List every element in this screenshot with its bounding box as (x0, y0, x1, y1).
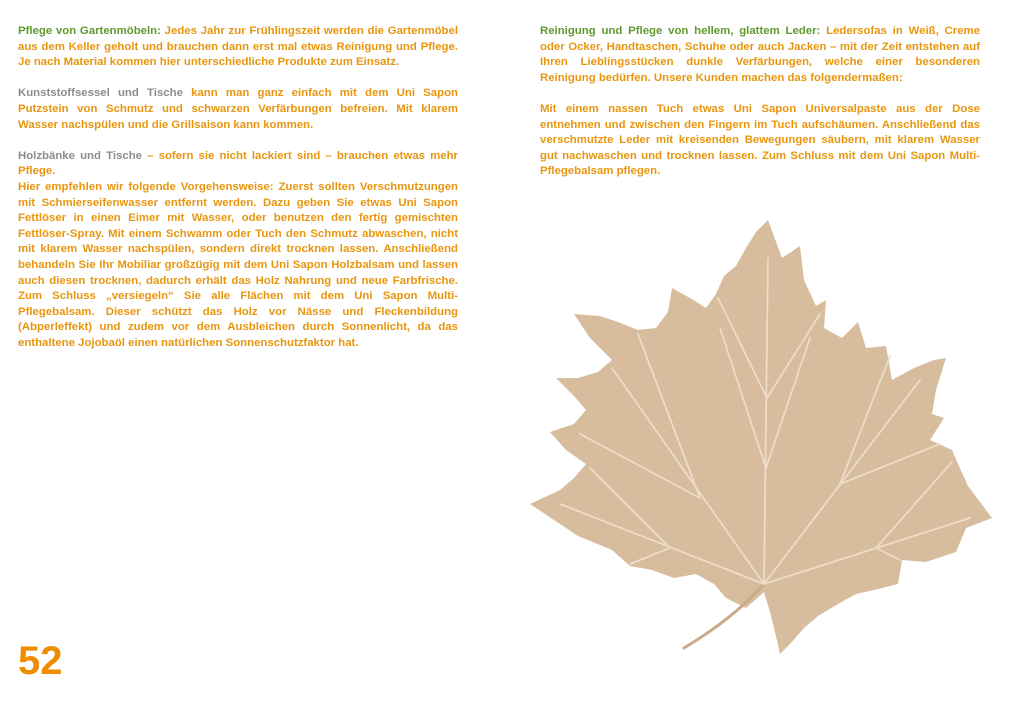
text-plastic-chairs: kann man ganz einfach mit dem Uni Sapon Putzstein von Schmutz und schwarzen Verfärbungen befreien. Mit klarem Wasser nachspülen und die Grillsaison kann kommen. (18, 87, 458, 131)
text-wooden-benches: – sofern sie nicht lackiert sind – brauchen etwas mehr Pflege. (18, 149, 458, 178)
paragraph-leather-steps (540, 102, 980, 180)
text-procedure: Hier empfehlen wir folgende Vorgehensweise: Zuerst sollten Verschmutzungen mit Schmierseifenwasser entfernt werden. Dazu geben Sie etwas Uni Sapon Fettlöser in einen Eimer mit Wasser, oder benutzen den fertig gemischten Fettlöser-Spray. Mit einem Schwamm oder Tuch den Schmutz abwaschen, nicht mit klarem Wasser nachspülen, sondern direkt trocknen lassen. Anschließend behandeln Sie Ihr Mobiliar großzügig mit dem Uni Sapon Holzbalsam und lassen auch diesen trocknen, dadurch erhält das Holz Nahrung und neue Farbfrische. Zum Schluss „versiegeln“ Sie alle Flächen mit dem Uni Sapon Multi-Pflegebalsam. Dieser schützt das Holz vor Nässe und Fleckenbildung (Abperleffekt) und zudem vor dem Ausbleichen durch Sonnenlicht, da das enthaltene Jojobaöl einen natürlichen Sonnenschutzfaktor hat. (18, 180, 458, 349)
heading-garden-furniture: Pflege von Gartenmöbeln: (18, 25, 161, 37)
heading-wooden-benches: Holzbänke und Tische (18, 149, 142, 162)
paragraph-plastic-chairs (18, 86, 458, 133)
left-text-column (18, 24, 458, 367)
text-garden-furniture: Jedes Jahr zur Frühlingszeit werden die Gartenmöbel aus dem Keller geholt und brauchen dann erst mal etwas Reinigung und Pflege. Je nach Material kommen hier unterschiedliche Produkte zum Einsatz. (18, 25, 458, 69)
right-text-column (540, 24, 980, 196)
page-number: 52 (18, 639, 63, 683)
paragraph-leather-care (540, 24, 980, 86)
paragraph-wooden-benches (18, 149, 458, 180)
text-leather-care: Ledersofas in Weiß, Creme oder Ocker, Handtaschen, Schuhe oder auch Jacken – mit der Zeit entstehen auf Ihren Lieblingsstücken dunkle Verfärbungen, welche einer besonderen Reinigung bedürfen. Unsere Kunden machen das folgendermaßen: (540, 25, 981, 84)
paragraph-procedure (18, 180, 458, 352)
paragraph-garden-furniture (18, 24, 458, 71)
maple-leaf-icon (520, 218, 1000, 662)
heading-leather-care: Reinigung und Pflege von hellem, glattem Leder: (540, 25, 821, 37)
text-leather-steps: Mit einem nassen Tuch etwas Uni Sapon Universalpaste aus der Dose entnehmen und zwischen den Fingern im Tuch aufschäumen. Anschließend das verschmutzte Leder mit kreisenden Bewegungen säubern, mit klarem Wasser gut nachwaschen und trocknen lassen. Zum Schluss mit dem Uni Sapon Multi-Pflegebalsam pflegen. (540, 102, 980, 178)
heading-plastic-chairs: Kunststoffsessel und Tische (18, 87, 183, 100)
